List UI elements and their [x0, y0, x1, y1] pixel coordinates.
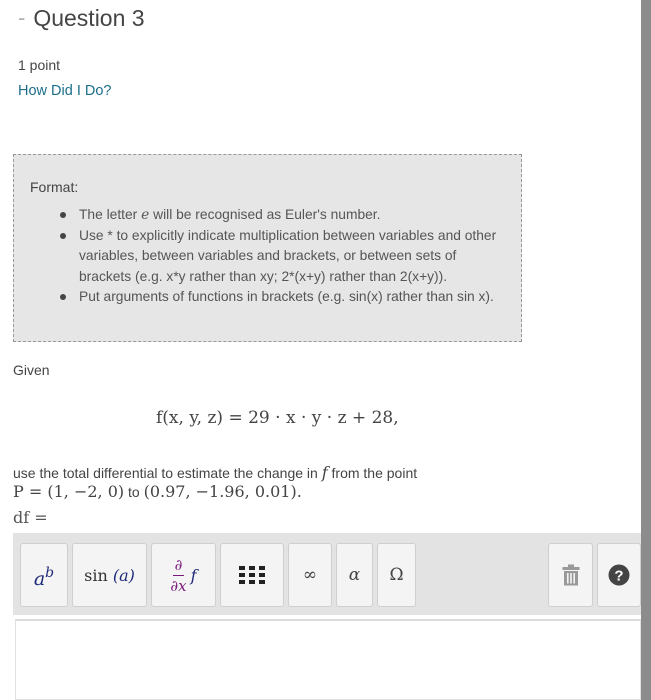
- instruction-text: use the total differential to estimate the change in f from the point: [13, 463, 418, 482]
- format-instructions-box: [13, 154, 522, 342]
- power-icon: $a^b$: [33, 565, 55, 590]
- special-symbols-button[interactable]: [377, 543, 416, 607]
- scrollbar[interactable]: [641, 0, 651, 700]
- infinity-button[interactable]: [288, 543, 332, 607]
- omega-icon: Ω: [389, 565, 404, 585]
- format-item-multiplication: Use * to explicitly indicate multiplication between variables and other variables, between variables and brackets, or between sets of brackets (e.g. x*y rather than xy; 2*(x+y) rather than 2(x+y)).: [59, 226, 499, 288]
- alpha-icon: α: [348, 565, 361, 585]
- function-icon: sin (a): [84, 565, 135, 585]
- collapse-dash-icon[interactable]: -: [18, 5, 26, 30]
- math-toolbar: [13, 533, 641, 615]
- format-label: Format:: [30, 179, 79, 195]
- partial-derivative-icon: $\frac{\partial}{\partial x}$ f: [170, 555, 197, 595]
- greek-letters-button[interactable]: [336, 543, 373, 607]
- df-label: df =: [13, 508, 48, 527]
- how-did-i-do-link[interactable]: How Did I Do?: [18, 83, 112, 99]
- points-label: 1 point: [18, 57, 61, 73]
- matrix-button[interactable]: [220, 543, 284, 607]
- format-list: [59, 205, 499, 308]
- function-button[interactable]: [72, 543, 147, 607]
- power-button[interactable]: [20, 543, 68, 607]
- partial-derivative-button[interactable]: [151, 543, 216, 607]
- question-title: Question 3: [33, 4, 145, 31]
- svg-text:?: ?: [614, 567, 624, 585]
- instruction-points: P = (1, −2, 0) to (0.97, −1.96, 0.01).: [13, 482, 302, 501]
- help-icon: [608, 564, 630, 586]
- format-item-brackets: Put arguments of functions in brackets (e.g. sin(x) rather than sin x).: [59, 287, 499, 308]
- infinity-icon: ∞: [302, 565, 318, 585]
- given-label: Given: [13, 362, 50, 378]
- function-formula: f(x, y, z) = 29 · x · y · z + 28,: [156, 408, 399, 428]
- trash-icon: [562, 564, 580, 586]
- question-header[interactable]: [18, 4, 145, 32]
- answer-input[interactable]: [15, 619, 641, 700]
- matrix-icon: [239, 566, 265, 584]
- format-item-euler: The letter e will be recognised as Euler's number.: [59, 205, 499, 226]
- help-button[interactable]: [597, 543, 641, 607]
- delete-button[interactable]: [548, 543, 593, 607]
